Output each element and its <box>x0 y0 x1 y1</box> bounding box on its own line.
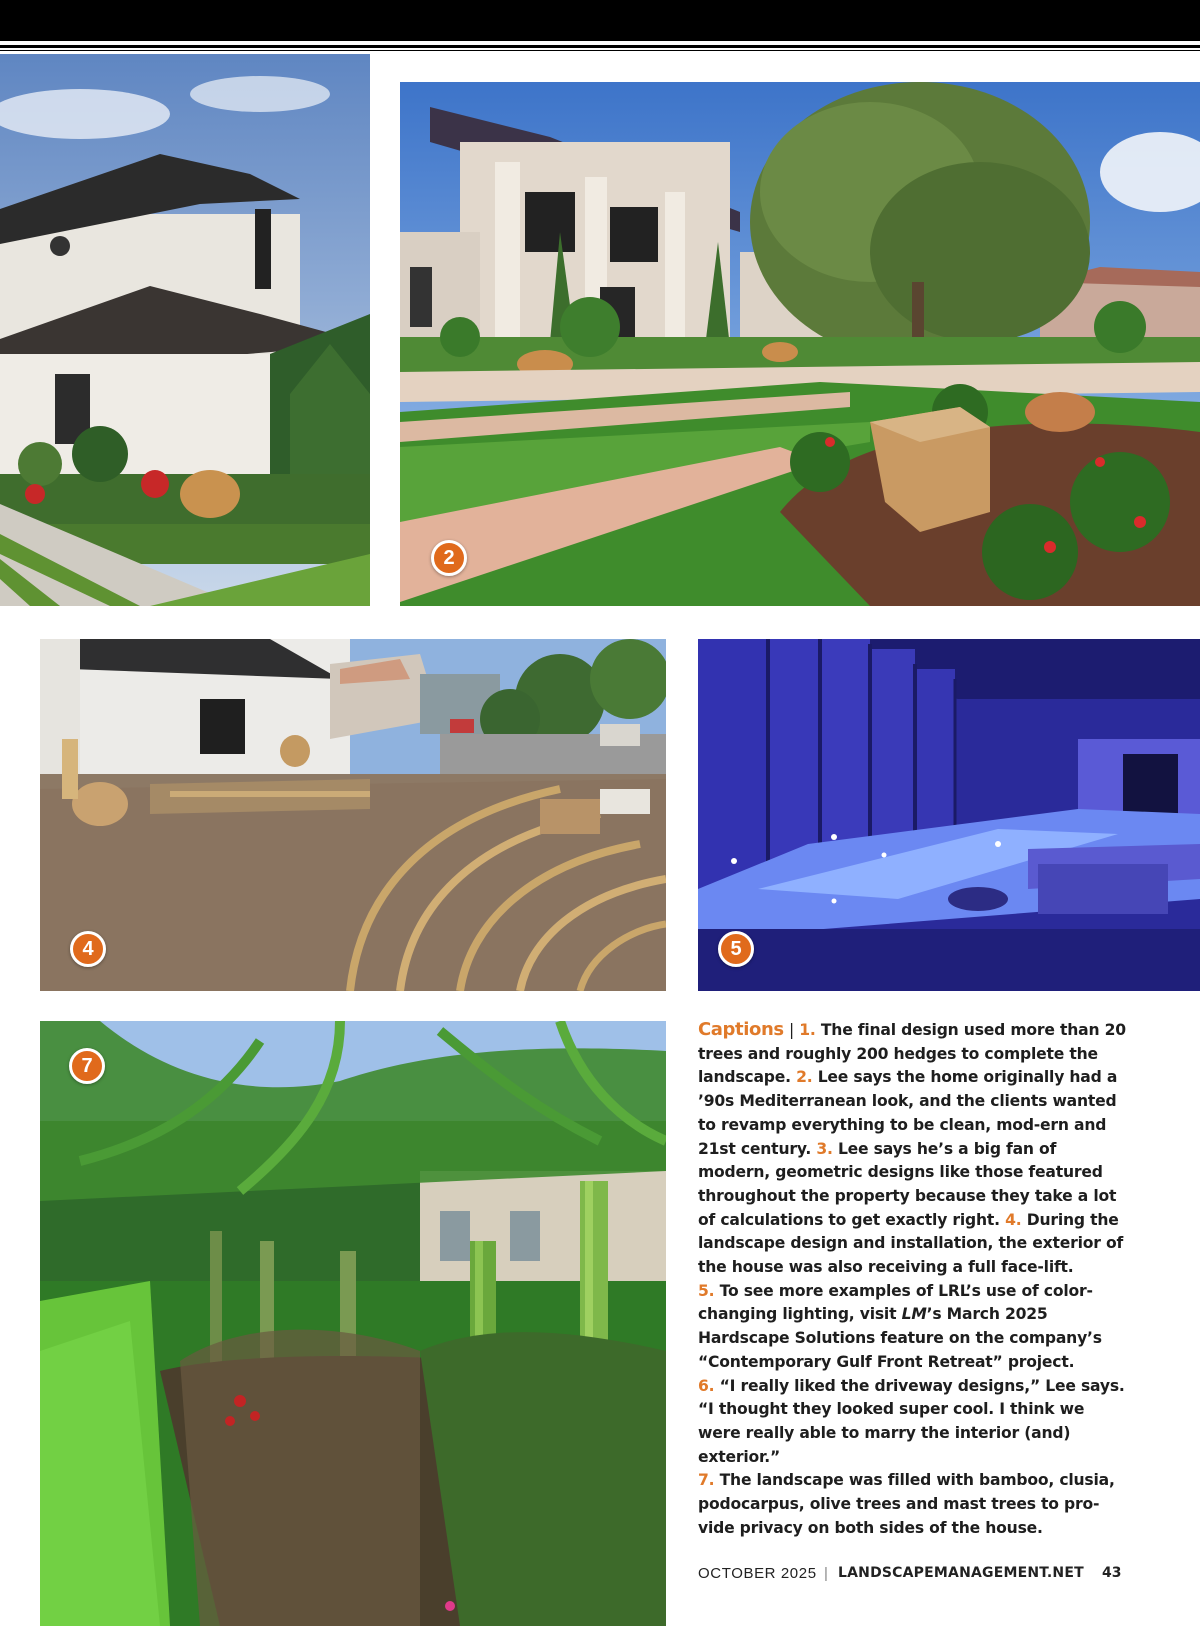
photo-house-front-olive-tree <box>400 82 1200 606</box>
caption-text: Lee says the home originally had a ’90s Mediterranean look, and the clients wanted to revamp everything to be clean, mod-ern and 21st century. <box>698 1068 1118 1158</box>
caption-number: 5. <box>698 1281 715 1300</box>
photo-number-badge-2: 2 <box>431 540 467 576</box>
caption-number: 1. <box>799 1021 816 1039</box>
header-rule <box>0 45 1200 48</box>
page-number: 43 <box>1102 1565 1122 1581</box>
photo-number-badge-4: 4 <box>70 931 106 967</box>
header-rule-thin <box>0 50 1200 51</box>
footer-issue-date: OCTOBER 2025 <box>698 1565 817 1582</box>
caption-text: The landscape was filled with bamboo, clusia, podocarpus, olive trees and mast trees to pro-vide privacy on both sides of the house. <box>698 1471 1115 1537</box>
caption-number: 6. <box>698 1376 715 1395</box>
caption-number: 7. <box>698 1471 715 1490</box>
captions-separator: | <box>788 1021 795 1039</box>
photo-palm-trees-privacy <box>40 1021 666 1626</box>
photo-construction-curved-forms <box>40 639 666 991</box>
caption-text: To see more examples of LRL’s use of color-changing lighting, visit <box>698 1281 1093 1324</box>
captions-block <box>698 1018 1130 1540</box>
caption-text: The final design used more than 20 trees and roughly 200 hedges to complete the landscape. <box>698 1021 1126 1087</box>
page-footer <box>698 1565 1128 1589</box>
footer-separator: | <box>824 1565 828 1582</box>
caption-italic-publication: LM <box>901 1305 927 1324</box>
top-black-bar <box>0 0 1200 41</box>
photo-house-side <box>0 54 370 606</box>
caption-text: Lee says he’s a big fan of modern, geometric designs like those featured throughout the property because they take a lot of calculations to get exactly right. <box>698 1139 1117 1229</box>
caption-text: During the landscape design and installation, the exterior of the house was also receiving a full face-lift. <box>698 1210 1124 1277</box>
footer-website: LANDSCAPEMANAGEMENT.NET <box>838 1565 1084 1581</box>
caption-number: 4. <box>1005 1210 1022 1229</box>
caption-text: “I really liked the driveway designs,” Lee says. “I thought they looked super cool. I think we were really able to marry the interior (and) exterior.” <box>698 1376 1125 1466</box>
caption-text: ’s March 2025 Hardscape Solutions feature on the company’s “Contemporary Gulf Front Retreat” project. <box>698 1305 1102 1371</box>
photo-pool-blue-lighting <box>698 639 1200 991</box>
caption-number: 2. <box>796 1068 813 1087</box>
photo-number-badge-7: 7 <box>69 1048 105 1084</box>
captions-heading: Captions <box>698 1019 784 1040</box>
caption-number: 3. <box>816 1139 833 1158</box>
photo-number-badge-5: 5 <box>718 931 754 967</box>
